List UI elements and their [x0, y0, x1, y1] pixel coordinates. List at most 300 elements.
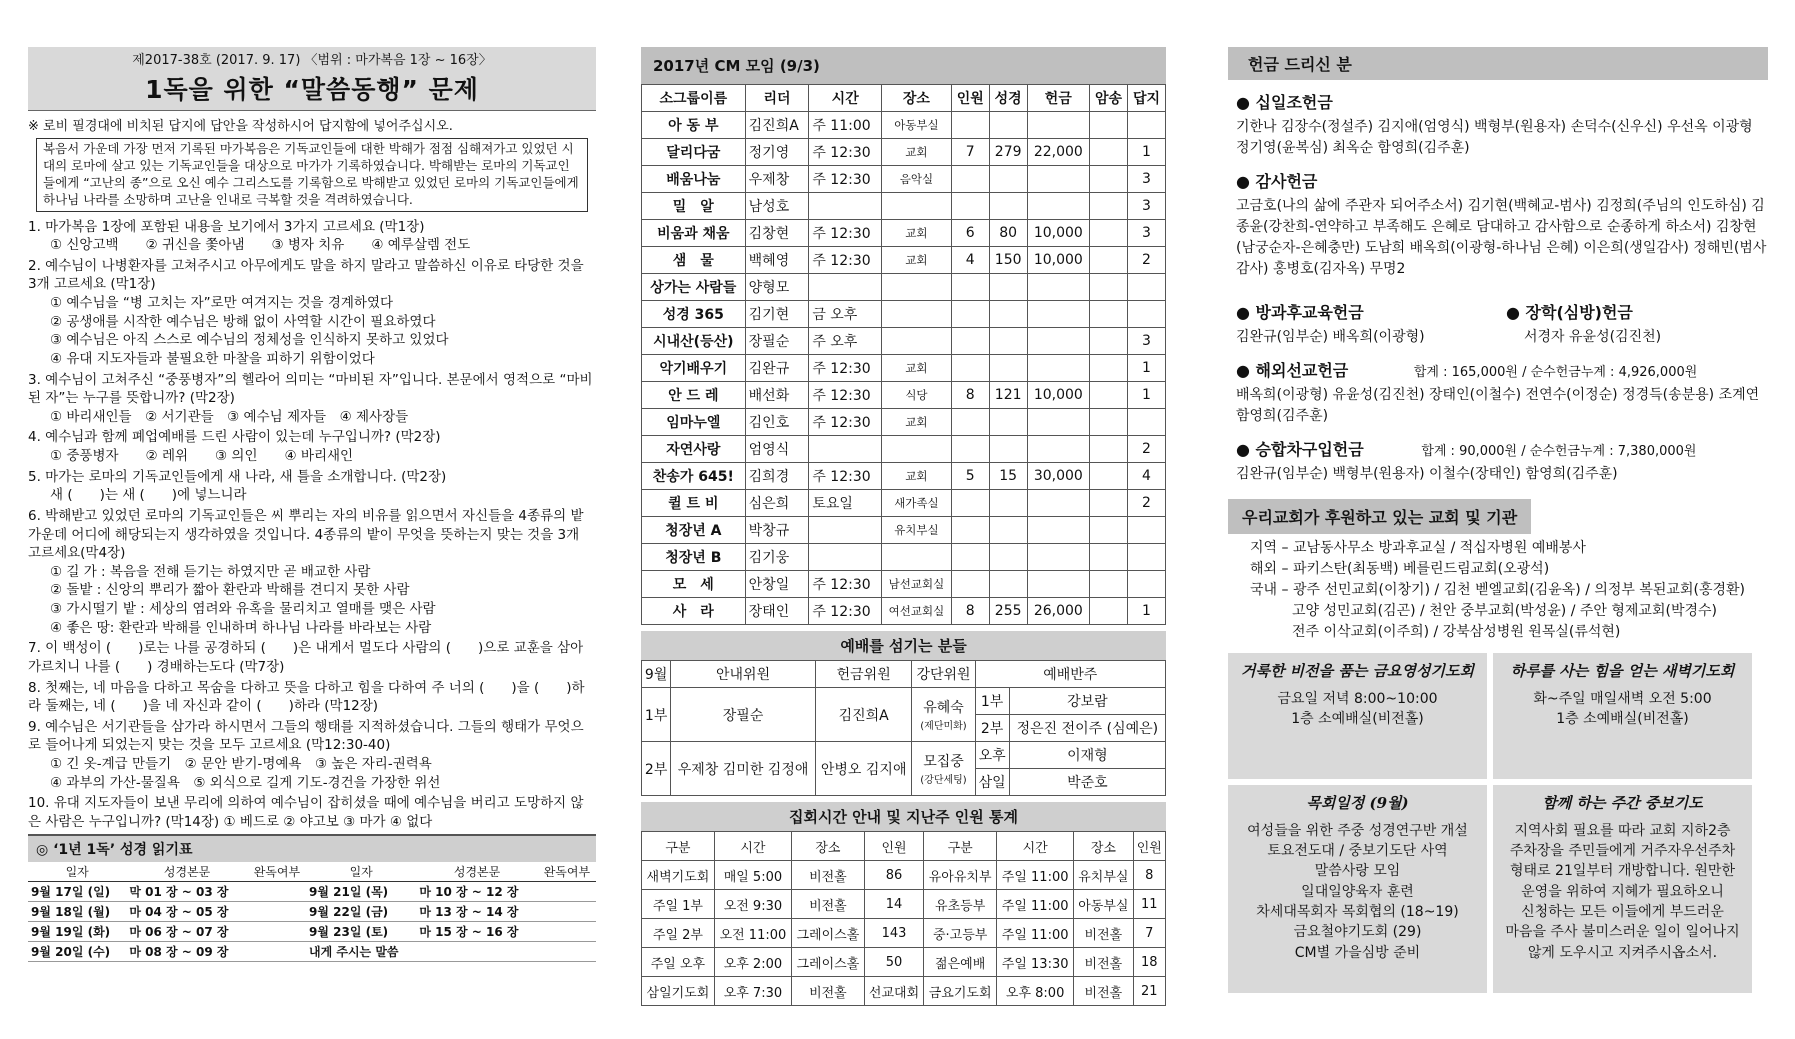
question-text: 1. 마가복음 1장에 포함된 내용을 보기에서 3가지 고르세요 (막1장): [28, 218, 425, 235]
cm-row: [642, 436, 1166, 463]
cm-cell: 주 12:30: [809, 463, 882, 490]
meeting-cell: 50: [864, 948, 923, 977]
cm-cell: 주 12:30: [809, 247, 882, 274]
cm-cell: 3: [1127, 220, 1165, 247]
card-line: 화~주일 매일새벽 오전 5:00: [1533, 690, 1712, 707]
cm-row: [642, 571, 1166, 598]
question-option: ① 길 가 : 복음을 전해 듣기는 하였지만 곧 배교한 사람: [50, 563, 371, 580]
cm-row: [642, 544, 1166, 571]
cm-cell: [1027, 328, 1089, 355]
question-option: ② 돌밭 : 신앙의 뿌리가 짧아 환란과 박해를 견디지 못한 사람: [50, 582, 410, 599]
question-option: ① 중풍병자 ② 레위 ③ 의인 ④ 바리새인: [50, 448, 354, 464]
cm-cell: 1: [1127, 598, 1165, 625]
service-altar: [912, 742, 975, 796]
band-name: 정은진 전이주 (심예은): [1009, 715, 1165, 742]
question-item: [28, 794, 596, 831]
support-line: 고양 성민교회(김곤) / 천안 중부교회(박성윤) / 주안 형제교회(박경수): [1250, 603, 1717, 619]
cm-row: [642, 112, 1166, 139]
cm-cell: 비움과 채움: [642, 220, 746, 247]
card-line: 주차장을 주민들에게 거주자우선주차: [1509, 843, 1736, 860]
cm-cell: [1027, 166, 1089, 193]
meeting-cell: 주일 오후: [642, 948, 715, 977]
reading-cell: 막 01 장 ~ 03 장: [126, 881, 247, 901]
cm-cell: [1090, 382, 1128, 409]
meeting-cell: 오전 9:30: [714, 890, 791, 919]
cm-cell: 박창규: [745, 517, 809, 544]
card-line: 1층 소예배실(비전홀): [1556, 711, 1689, 728]
reading-cell: [538, 921, 596, 941]
cm-cell: [882, 193, 952, 220]
meeting-cell: 유아유치부: [924, 861, 997, 890]
cm-cell: [1090, 409, 1128, 436]
tithe-heading: ● 십일조헌금: [1236, 93, 1333, 112]
question-list: [28, 218, 596, 832]
cm-cell: [1090, 193, 1128, 220]
reading-header: 완독여부: [248, 862, 306, 882]
cm-row: [642, 517, 1166, 544]
answer-note: ※ 로비 필경대에 비치된 답지에 답안을 작성하시어 답지함에 넣어주십시오.: [28, 119, 453, 134]
cm-cell: [882, 301, 952, 328]
cm-cell: [951, 517, 989, 544]
reading-header: 성경본문: [416, 862, 537, 882]
meeting-row: [642, 948, 1166, 977]
cm-cell: 유치부실: [882, 517, 952, 544]
band-part: 2부: [975, 715, 1009, 742]
card-line: 말씀사랑 모임: [1314, 863, 1401, 880]
cm-cell: 안 드 레: [642, 382, 746, 409]
question-option: ④ 좋은 땅: 환란과 박해를 인내하며 하나님 나라를 바라보는 사람: [50, 619, 432, 636]
cm-row: [642, 490, 1166, 517]
cm-cell: [1090, 598, 1128, 625]
cm-cell: [882, 328, 952, 355]
scholarship-heading: ● 장학(심방)헌금: [1506, 303, 1633, 322]
meeting-cell: 선교대회: [864, 977, 923, 1006]
cm-cell: 80: [989, 220, 1027, 247]
cm-cell: [1127, 544, 1165, 571]
cm-row: [642, 166, 1166, 193]
cm-cell: [1090, 301, 1128, 328]
cm-row: [642, 301, 1166, 328]
question-item: [28, 218, 596, 255]
reading-header: 일자: [306, 862, 416, 882]
card-line: 여성들을 위한 주중 성경연구반 개설: [1247, 822, 1468, 839]
service-table: [641, 660, 1166, 796]
cm-cell: 1: [1127, 355, 1165, 382]
meeting-cell: 11: [1133, 890, 1165, 919]
cm-cell: [951, 544, 989, 571]
service-offering: 안병오 김지애: [815, 742, 912, 796]
meeting-header: 시간: [997, 832, 1074, 861]
cm-cell: [1090, 112, 1128, 139]
reading-header: 성경본문: [126, 862, 247, 882]
meeting-cell: 비전홀: [1074, 948, 1133, 977]
cm-cell: 모 세: [642, 571, 746, 598]
meeting-cell: 금요기도회: [924, 977, 997, 1006]
cm-cell: [1127, 517, 1165, 544]
meeting-cell: 그레이스홀: [791, 919, 864, 948]
meeting-cell: 주일 11:00: [997, 861, 1074, 890]
cm-cell: [951, 112, 989, 139]
after-school-heading: ● 방과후교육헌금: [1236, 303, 1364, 322]
cm-cell: 새가족실: [882, 490, 952, 517]
cm-cell: 255: [989, 598, 1027, 625]
cm-cell: 2: [1127, 247, 1165, 274]
van-names: 김완규(임부순) 백형부(원용자) 이철수(장태인) 함영희(김주훈): [1236, 466, 1618, 482]
meeting-cell: 14: [864, 890, 923, 919]
cm-cell: [1090, 571, 1128, 598]
after-school-names: 김완규(임부순) 배옥희(이광형): [1236, 329, 1425, 345]
cm-cell: [951, 436, 989, 463]
info-cards: [1228, 653, 1752, 993]
cm-cell: [989, 274, 1027, 301]
reading-cell: 9월 19일 (화): [28, 921, 126, 941]
reading-cell: 9월 23일 (토): [306, 921, 416, 941]
cm-cell: 3: [1127, 328, 1165, 355]
cm-cell: [1027, 571, 1089, 598]
meeting-cell: 주일 1부: [642, 890, 715, 919]
question-item: [28, 468, 596, 505]
card-line: 토요전도대 / 중보기도단 사역: [1267, 843, 1448, 860]
card-title: 함께 하는 주간 중보기도: [1542, 794, 1703, 812]
cm-row: [642, 463, 1166, 490]
after-school-offering: [1228, 290, 1498, 348]
meeting-cell: 86: [864, 861, 923, 890]
cm-cell: 안창일: [745, 571, 809, 598]
cm-cell: [1090, 355, 1128, 382]
cm-cell: [989, 436, 1027, 463]
cm-cell: 주 오후: [809, 328, 882, 355]
card-line: 차세대목회자 목회협의 (18~19): [1256, 903, 1459, 920]
cm-cell: 여선교회실: [882, 598, 952, 625]
cm-cell: 교회: [882, 247, 952, 274]
cm-cell: 교회: [882, 409, 952, 436]
cm-cell: 백혜영: [745, 247, 809, 274]
meeting-cell: 143: [864, 919, 923, 948]
cm-cell: [1090, 436, 1128, 463]
question-item: [28, 718, 596, 793]
cm-cell: [1127, 112, 1165, 139]
cm-cell: [1027, 436, 1089, 463]
card-title: 하루를 사는 힘을 얻는 새벽기도회: [1510, 662, 1735, 680]
info-card: [1493, 653, 1752, 779]
cm-cell: 주 12:30: [809, 139, 882, 166]
cm-cell: 김기웅: [745, 544, 809, 571]
cm-cell: 아 동 부: [642, 112, 746, 139]
service-altar: [912, 688, 975, 742]
info-card: [1228, 785, 1487, 993]
support-line: 국내 – 광주 선민교회(이창기) / 김천 벧엘교회(김윤옥) / 의정부 복된교회(홍경환): [1250, 582, 1745, 598]
cm-table: [641, 84, 1166, 625]
cm-cell: [951, 166, 989, 193]
cm-header: 소그룹이름: [642, 85, 746, 112]
card-title: 목회일정 (9월): [1306, 794, 1409, 812]
altar-role: (제단미화): [920, 721, 967, 732]
card-line: CM별 가을심방 준비: [1294, 944, 1421, 961]
mission-heading: [1236, 358, 1768, 381]
cm-cell: 26,000: [1027, 598, 1089, 625]
meeting-cell: 8: [1133, 861, 1165, 890]
cm-cell: [989, 571, 1027, 598]
offering-row: [1228, 290, 1768, 348]
question-option: ① 신앙고백 ② 귀신을 쫓아냄 ③ 병자 치유 ④ 예루살렘 전도: [50, 237, 471, 254]
cm-cell: 심은희: [745, 490, 809, 517]
cm-cell: 4: [1127, 463, 1165, 490]
column-offerings: [1228, 47, 1768, 993]
cm-cell: 남선교회실: [882, 571, 952, 598]
question-text: 10. 유대 지도자들이 보낸 무리에 의하여 예수님이 잡히셨을 때에 예수님을 버리고 도망하지 않은 사람은 누구입니까? (막14장) ① 베드로 ② 야고보 ③ 마가 ④ 없다: [28, 795, 584, 830]
altar-name: 모집중: [923, 754, 964, 770]
cm-cell: 1: [1127, 382, 1165, 409]
reading-header: 일자: [28, 862, 126, 882]
cm-cell: [1090, 490, 1128, 517]
cm-cell: [1127, 274, 1165, 301]
cm-cell: 엄영식: [745, 436, 809, 463]
cm-cell: [989, 517, 1027, 544]
cm-cell: 10,000: [1027, 247, 1089, 274]
cm-cell: 주 11:00: [809, 112, 882, 139]
question-text: 2. 예수님이 나병환자를 고쳐주시고 아무에게도 말을 하지 말라고 말씀하신 이유로 타당한 것을 3개 고르세요 (막1장): [28, 257, 584, 293]
cm-header: 성경: [989, 85, 1027, 112]
cm-header: 시간: [809, 85, 882, 112]
mission-heading-label: ● 해외선교헌금: [1236, 361, 1349, 380]
column-meetings: [641, 47, 1166, 1006]
meeting-header: 구분: [924, 832, 997, 861]
page-title: 1독을 위한 “말씀동행” 문제: [145, 75, 479, 104]
cm-row: [642, 355, 1166, 382]
cm-cell: [1090, 517, 1128, 544]
cm-cell: [989, 166, 1027, 193]
question-option: ① 예수님을 “병 고치는 자”로만 여겨지는 것을 경계하였다: [50, 295, 394, 311]
cm-cell: 주 12:30: [809, 598, 882, 625]
reading-cell: [248, 881, 306, 901]
cm-cell: 상가는 사람들: [642, 274, 746, 301]
reading-section-title: ◎ ‘1년 1독’ 성경 읽기표: [28, 834, 596, 862]
mission-names: 배옥희(이광형) 유윤성(김진천) 장태인(이철수) 전연수(이정순) 정경득(송분용) 조계연 함영희(김주훈): [1236, 387, 1760, 424]
meeting-header: 시간: [714, 832, 791, 861]
reading-cell: 마 08 장 ~ 09 장: [126, 941, 247, 961]
meeting-cell: 젊은예배: [924, 948, 997, 977]
card-line: 운영을 위하여 지혜가 필요하오니: [1521, 883, 1724, 900]
cm-cell: 김창현: [745, 220, 809, 247]
cm-cell: [1027, 112, 1089, 139]
service-title: 예배를 섬기는 분들: [641, 631, 1166, 660]
meeting-cell: 삼일기도회: [642, 977, 715, 1006]
cm-cell: [809, 274, 882, 301]
cm-cell: [1027, 274, 1089, 301]
support-list: [1250, 538, 1768, 643]
service-offering: 김진희A: [815, 688, 912, 742]
cm-row: [642, 328, 1166, 355]
cm-cell: 주 12:30: [809, 571, 882, 598]
question-option: ① 바리새인들 ② 서기관들 ③ 예수님 제자들 ④ 제사장들: [50, 408, 409, 425]
question-option: 새 ( )는 새 ( )에 넣느니라: [50, 487, 247, 504]
cm-cell: [1127, 571, 1165, 598]
cm-cell: 김인호: [745, 409, 809, 436]
cm-cell: [882, 436, 952, 463]
reading-row: [28, 881, 596, 901]
cm-cell: 교회: [882, 139, 952, 166]
reading-cell: 9월 22일 (금): [306, 901, 416, 921]
cm-cell: 3: [1127, 166, 1165, 193]
cm-header: 장소: [882, 85, 952, 112]
meeting-cell: 비전홀: [791, 977, 864, 1006]
meeting-cell: 18: [1133, 948, 1165, 977]
cm-cell: [989, 328, 1027, 355]
cm-cell: 교회: [882, 463, 952, 490]
cm-cell: 4: [951, 247, 989, 274]
cm-cell: [989, 409, 1027, 436]
cm-cell: [1027, 193, 1089, 220]
quiz-header: [28, 47, 596, 111]
band-part: 1부: [975, 688, 1009, 715]
reading-header: 완독여부: [538, 862, 596, 882]
cm-cell: [1090, 328, 1128, 355]
meeting-cell: 오후 8:00: [997, 977, 1074, 1006]
cm-cell: 10,000: [1027, 220, 1089, 247]
cm-row: [642, 139, 1166, 166]
cm-cell: 샘 물: [642, 247, 746, 274]
question-item: [28, 257, 596, 369]
cm-cell: 아동부실: [882, 112, 952, 139]
meeting-row: [642, 890, 1166, 919]
column-quiz: [28, 47, 596, 962]
service-h-band: 예배반주: [975, 661, 1165, 688]
support-title: 우리교회가 후원하고 있는 교회 및 기관: [1228, 499, 1531, 534]
question-text: 6. 박해받고 있었던 로마의 기독교인들은 씨 뿌리는 자의 비유를 읽으면서 자신들을 4종류의 밭 가운데 어디에 해당되는지 생각하였을 것입니다. 4종류의 밭이 무엇을 뜻하는지 맞는 것을 3개 고르세요(막4장): [28, 507, 584, 562]
thanks-heading: ● 감사헌금: [1236, 172, 1318, 191]
cm-cell: 150: [989, 247, 1027, 274]
cm-header: 답지: [1127, 85, 1165, 112]
question-item: [28, 679, 596, 716]
service-part: 2부: [642, 742, 671, 796]
band-part: 오후: [975, 742, 1009, 769]
service-guide: 우제창 김미한 김정애: [671, 742, 816, 796]
reading-cell: 마 10 장 ~ 12 장: [416, 881, 537, 901]
cm-cell: 김완규: [745, 355, 809, 382]
reading-row: [28, 941, 596, 961]
reading-cell: 마 06 장 ~ 07 장: [126, 921, 247, 941]
meeting-row: [642, 977, 1166, 1006]
service-guide: 장필순: [671, 688, 816, 742]
question-option: ③ 예수님은 아직 스스로 예수님의 정체성을 인식하지 못하고 있었다: [50, 332, 449, 349]
cm-cell: 김희경: [745, 463, 809, 490]
meeting-cell: 새벽기도회: [642, 861, 715, 890]
reading-table: [28, 862, 596, 962]
cm-cell: 장필순: [745, 328, 809, 355]
cm-row: [642, 193, 1166, 220]
cm-header: 헌금: [1027, 85, 1089, 112]
meeting-title: 집회시간 안내 및 지난주 인원 통계: [641, 802, 1166, 831]
cm-cell: 청장년 A: [642, 517, 746, 544]
meeting-cell: 오전 11:00: [714, 919, 791, 948]
cm-cell: 주 12:30: [809, 382, 882, 409]
issue-line: 제2017-38호 (2017. 9. 17) 〈범위 : 마가복음 1장 ~ 16장〉: [132, 53, 492, 68]
meeting-cell: 오후 2:00: [714, 948, 791, 977]
cm-cell: [951, 193, 989, 220]
question-item: [28, 507, 596, 637]
cm-header: 암송: [1090, 85, 1128, 112]
cm-cell: [989, 112, 1027, 139]
reading-row: [28, 921, 596, 941]
support-line: 지역 – 교남동사무소 방과후교실 / 적십자병원 예배봉사: [1250, 540, 1586, 556]
support-line: 전주 이삭교회(이주희) / 강북삼성병원 원목실(류석현): [1250, 624, 1621, 640]
cm-cell: 달리다굼: [642, 139, 746, 166]
band-name: 강보람: [1009, 688, 1165, 715]
altar-name: 유혜숙: [923, 700, 964, 716]
cm-cell: 우제창: [745, 166, 809, 193]
cm-row: [642, 247, 1166, 274]
meeting-header: 장소: [1074, 832, 1133, 861]
cm-cell: [1027, 355, 1089, 382]
cm-cell: [1027, 517, 1089, 544]
cm-cell: 주 12:30: [809, 409, 882, 436]
cm-cell: [809, 544, 882, 571]
meeting-header: 구분: [642, 832, 715, 861]
band-part: 삼일: [975, 769, 1009, 796]
reading-cell: 내게 주시는 말씀: [306, 941, 416, 961]
reading-cell: [248, 921, 306, 941]
cm-cell: 7: [951, 139, 989, 166]
question-item: [28, 428, 596, 465]
cm-cell: 장태인: [745, 598, 809, 625]
cm-cell: 3: [1127, 193, 1165, 220]
cm-cell: 2: [1127, 490, 1165, 517]
altar-role: (강단세팅): [920, 775, 967, 786]
cm-cell: 식당: [882, 382, 952, 409]
cm-cell: [951, 355, 989, 382]
cm-cell: 김기현: [745, 301, 809, 328]
cm-cell: [989, 193, 1027, 220]
support-line: 해외 – 파키스탄(최동백) 베를린드림교회(오광석): [1250, 561, 1550, 577]
cm-row: [642, 409, 1166, 436]
cm-cell: 정기영: [745, 139, 809, 166]
cm-cell: 10,000: [1027, 382, 1089, 409]
meeting-cell: 비전홀: [791, 861, 864, 890]
reading-cell: 9월 17일 (일): [28, 881, 126, 901]
offering-title: 헌금 드리신 분: [1228, 47, 1768, 80]
cm-cell: [951, 328, 989, 355]
meeting-cell: 7: [1133, 919, 1165, 948]
cm-row: [642, 598, 1166, 625]
meeting-cell: 주일 13:30: [997, 948, 1074, 977]
cm-cell: [951, 490, 989, 517]
cm-cell: [1090, 166, 1128, 193]
cm-cell: [989, 544, 1027, 571]
service-part: 1부: [642, 688, 671, 742]
cm-cell: 6: [951, 220, 989, 247]
cm-cell: 양형모: [745, 274, 809, 301]
service-h-offering: 헌금위원: [815, 661, 912, 688]
question-text: 4. 예수님과 함께 폐업예배를 드린 사람이 있는데 누구입니까? (막2장): [28, 429, 441, 446]
reading-cell: 9월 21일 (목): [306, 881, 416, 901]
cm-cell: [1090, 463, 1128, 490]
cm-cell: [1127, 301, 1165, 328]
cm-cell: [1027, 409, 1089, 436]
cm-cell: [809, 517, 882, 544]
question-text: 3. 예수님이 고쳐주신 “중풍병자”의 헬라어 의미는 “마비된 자”입니다. 본문에서 영적으로 “마비된 자”는 누구를 뜻합니까? (막2장): [28, 371, 593, 407]
cm-cell: [989, 355, 1027, 382]
cm-cell: 악기배우기: [642, 355, 746, 382]
cm-cell: 5: [951, 463, 989, 490]
cm-cell: [951, 409, 989, 436]
cm-cell: 주 12:30: [809, 220, 882, 247]
cm-cell: 음악실: [882, 166, 952, 193]
cm-cell: 밀 알: [642, 193, 746, 220]
cm-cell: 김진희A: [745, 112, 809, 139]
cm-cell: 1: [1127, 139, 1165, 166]
meeting-cell: 비전홀: [791, 890, 864, 919]
question-option: ① 긴 옷-계급 만들기 ② 문안 받기-명예욕 ③ 높은 자리-권력욕: [50, 756, 432, 772]
